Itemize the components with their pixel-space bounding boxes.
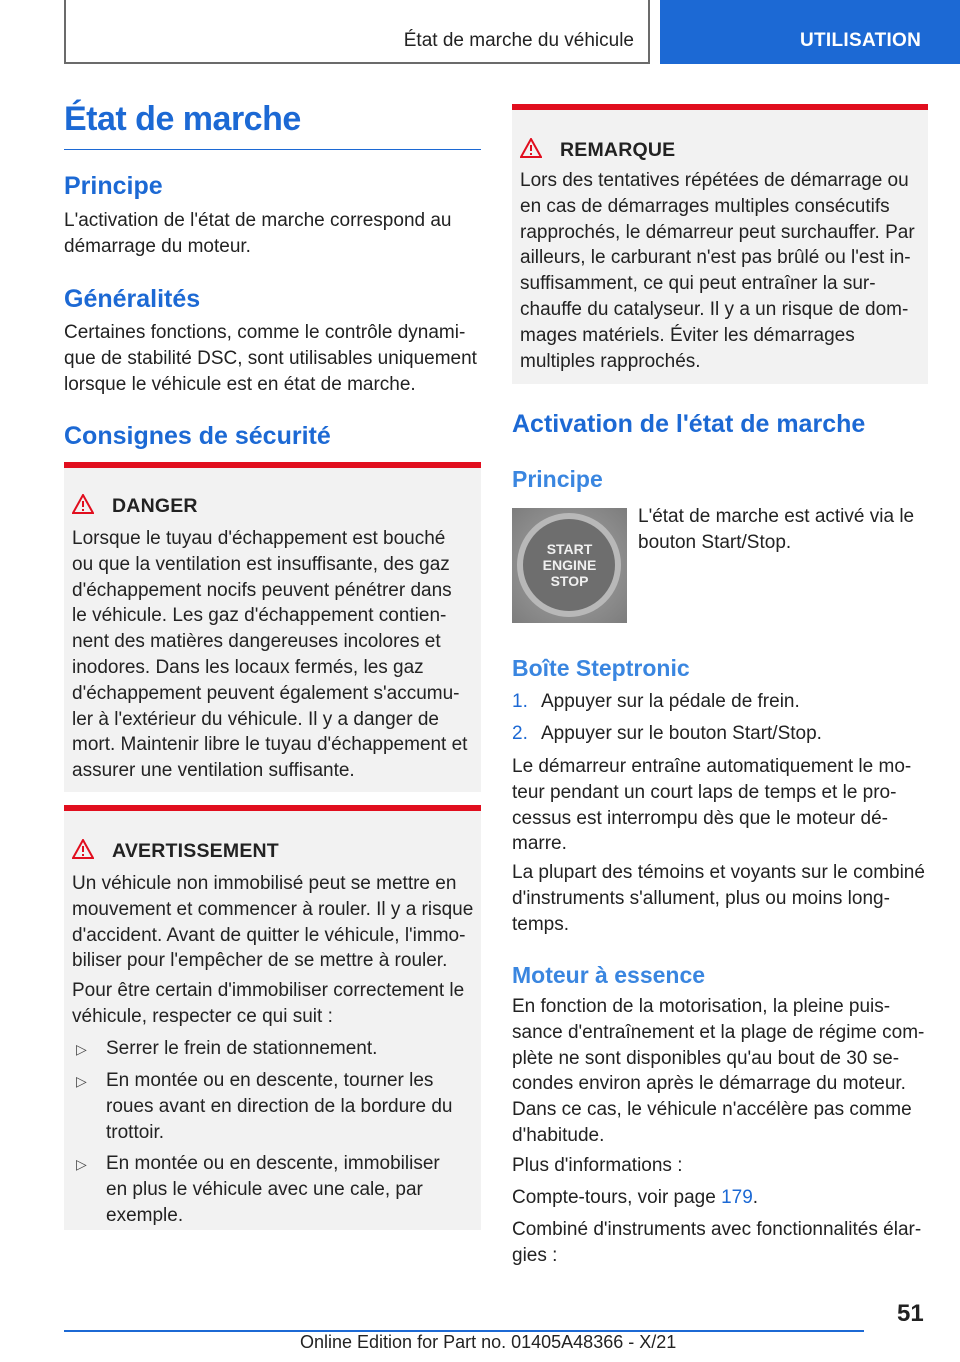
- step-text: Appuyer sur la pédale de frein.: [541, 691, 800, 712]
- text-line: temps.: [512, 913, 570, 935]
- text-line: trottoir.: [106, 1121, 165, 1143]
- start-stop-button-image: [512, 508, 627, 623]
- plus-info-text: Plus d'informations :: [512, 1155, 683, 1176]
- bullet-triangle-icon: ▷: [76, 1041, 87, 1057]
- remarque-header: [520, 136, 675, 162]
- text-line: chauffe du catalyseur. Il y a un risque de dom‐: [520, 298, 909, 320]
- header-tab-utilisation[interactable]: [660, 0, 960, 64]
- text-line: mort. Maintenir libre le tuyau d'échappement et: [72, 734, 468, 756]
- principe-text: [64, 208, 452, 260]
- text-line: assurer une ventilation suffisante.: [72, 760, 355, 782]
- text-line: L'état de marche est activé via le: [638, 506, 915, 527]
- activation-heading: Activation de l'état de marche: [512, 410, 866, 438]
- text-line: La plupart des témoins et voyants sur le combiné: [512, 862, 925, 883]
- header-tab-label: UTILISATION: [800, 30, 922, 51]
- text-line: biliser pour l'empêcher de se mettre à rouler.: [72, 950, 448, 972]
- reference-text: Compte-tours, voir page: [512, 1187, 722, 1208]
- text-line: ler à l'extérieur du véhicule. Il y a danger de: [72, 708, 439, 730]
- page-link-179[interactable]: 179: [721, 1187, 753, 1208]
- principe-heading-right: Principe: [512, 466, 603, 492]
- text-line: En montée ou en descente, immobiliser: [106, 1153, 440, 1174]
- text-line: d'habitude.: [512, 1124, 605, 1146]
- danger-box: [64, 462, 481, 792]
- text-line: multiples rapprochés.: [520, 350, 701, 372]
- text-line: En fonction de la motorisation, la pleine puis‐: [512, 996, 891, 1017]
- bullet-triangle-icon: ▷: [76, 1073, 87, 1089]
- text-line: plète ne sont disponibles qu'au bout de 30 se‐: [512, 1047, 900, 1069]
- text-line: condes environ après le démarrage du moteur.: [512, 1073, 906, 1095]
- steptronic-text-1: [512, 754, 911, 857]
- text-line: d'instruments s'allument, plus ou moins long‐: [512, 887, 890, 909]
- text-line: inodores. Dans les locaux fermés, les gaz: [72, 656, 424, 678]
- text-line: Le démarreur entraîne automatiquement le mo‐: [512, 756, 912, 777]
- text-line: d'échappement peuvent également s'accumu‐: [72, 682, 460, 704]
- principe-text-right: [638, 504, 914, 556]
- text-line: Combiné d'instruments avec fonctionnalités élar‐: [512, 1219, 922, 1240]
- reference-suffix: .: [752, 1187, 759, 1208]
- combine-text: [512, 1217, 921, 1269]
- text-line: Un véhicule non immobilisé peut se mettre en: [72, 873, 457, 894]
- header-section-title: État de marche du véhicule: [403, 30, 634, 51]
- warning-triangle-icon: [520, 138, 542, 164]
- text-line: Serrer le frein de stationnement.: [106, 1038, 378, 1059]
- page-number: 51: [897, 1300, 924, 1327]
- remarque-box: [512, 104, 928, 384]
- text-line: bouton Start/Stop.: [638, 531, 792, 553]
- text-line: cessus est interrompu dès que le moteur dé‐: [512, 807, 888, 829]
- consignes-heading: Consignes de sécurité: [64, 422, 331, 450]
- text-line: Lorsque le tuyau d'échappement est bouché: [72, 528, 446, 549]
- text-line: Dans ce cas, le véhicule n'accélère pas comme: [512, 1099, 912, 1121]
- avertissement-box: [64, 805, 481, 1230]
- button-image-text: START: [546, 541, 593, 557]
- text-line: en plus le véhicule avec une cale, par: [106, 1178, 423, 1200]
- footer-edition: Online Edition for Part no. 01405A48366 - X/21: [300, 1332, 677, 1352]
- essence-text: [512, 994, 924, 1149]
- text-line: démarrage du moteur.: [64, 235, 251, 257]
- warning-triangle-icon: [72, 839, 94, 865]
- text-line: roues avant en direction de la bordure du: [106, 1095, 453, 1117]
- text-line: le véhicule. Les gaz d'échappement contien‐: [72, 605, 447, 627]
- text-line: nent des matières dangereuses incolores et: [72, 631, 441, 653]
- bullet-triangle-icon: ▷: [76, 1156, 87, 1172]
- text-line: véhicule, respecter ce qui suit :: [72, 1005, 333, 1027]
- page-title: État de marche: [64, 100, 481, 150]
- text-line: marre.: [512, 833, 567, 855]
- text-line: suffisamment, ce qui peut entraîner la sur‐: [520, 273, 876, 295]
- principe-heading: Principe: [64, 172, 163, 200]
- text-line: ou que la ventilation est insuffisante, des gaz: [72, 553, 450, 575]
- text-line: teur pendant un court laps de temps et le pro‐: [512, 781, 897, 803]
- text-line: exemple.: [106, 1204, 184, 1226]
- text-line: mouvement et commencer à rouler. Il y a risque: [72, 898, 474, 920]
- danger-label: DANGER: [112, 495, 198, 517]
- text-line: en cas de démarrages multiples consécutifs: [520, 195, 890, 217]
- danger-header: [72, 492, 198, 518]
- text-line: Pour être certain d'immobiliser correctement le: [72, 980, 465, 1001]
- text-line: L'activation de l'état de marche correspond au: [64, 210, 452, 231]
- text-line: Lors des tentatives répétées de démarrage ou: [520, 170, 909, 191]
- text-line: gies :: [512, 1244, 558, 1266]
- generalites-text: [64, 320, 477, 397]
- text-line: ailleurs, le carburant n'est pas brûlé ou l'est in‐: [520, 247, 911, 269]
- essence-heading: Moteur à essence: [512, 962, 706, 988]
- remarque-text: [520, 168, 925, 374]
- text-line: rapprochés, le démarreur peut surchauffer. Par: [520, 221, 915, 243]
- text-line: lorsque le véhicule est en état de marche.: [64, 373, 416, 395]
- danger-text: [72, 526, 477, 784]
- text-line: sance d'entraînement et la plage de régime com‐: [512, 1021, 925, 1043]
- steptronic-text-2: [512, 860, 925, 937]
- button-image-text: STOP: [550, 573, 589, 589]
- steptronic-heading: Boîte Steptronic: [512, 655, 690, 681]
- step-number: 1.: [512, 691, 528, 712]
- avertissement-text-1: [72, 871, 477, 974]
- generalites-heading: Généralités: [64, 285, 201, 313]
- text-line: En montée ou en descente, tourner les: [106, 1070, 434, 1091]
- avertissement-header: [72, 837, 279, 863]
- warning-triangle-icon: [72, 494, 94, 520]
- text-line: d'accident. Avant de quitter le véhicule, l'immo‐: [72, 924, 466, 946]
- avertissement-label: AVERTISSEMENT: [112, 840, 279, 862]
- text-line: mages matériels. Éviter les démarrages: [520, 324, 855, 346]
- compte-tours-reference: [512, 1185, 758, 1211]
- avertissement-text-2: [72, 978, 477, 1030]
- text-line: d'échappement nocifs peuvent pénétrer dans: [72, 579, 452, 601]
- remarque-label: REMARQUE: [560, 139, 676, 161]
- button-image-text: ENGINE: [542, 557, 597, 573]
- header-section-box: [64, 0, 650, 64]
- step-number: 2.: [512, 723, 528, 744]
- text-line: que de stabilité DSC, sont utilisables uniquement: [64, 347, 477, 369]
- step-text: Appuyer sur le bouton Start/Stop.: [541, 723, 822, 744]
- text-line: Certaines fonctions, comme le contrôle dynami‐: [64, 322, 466, 343]
